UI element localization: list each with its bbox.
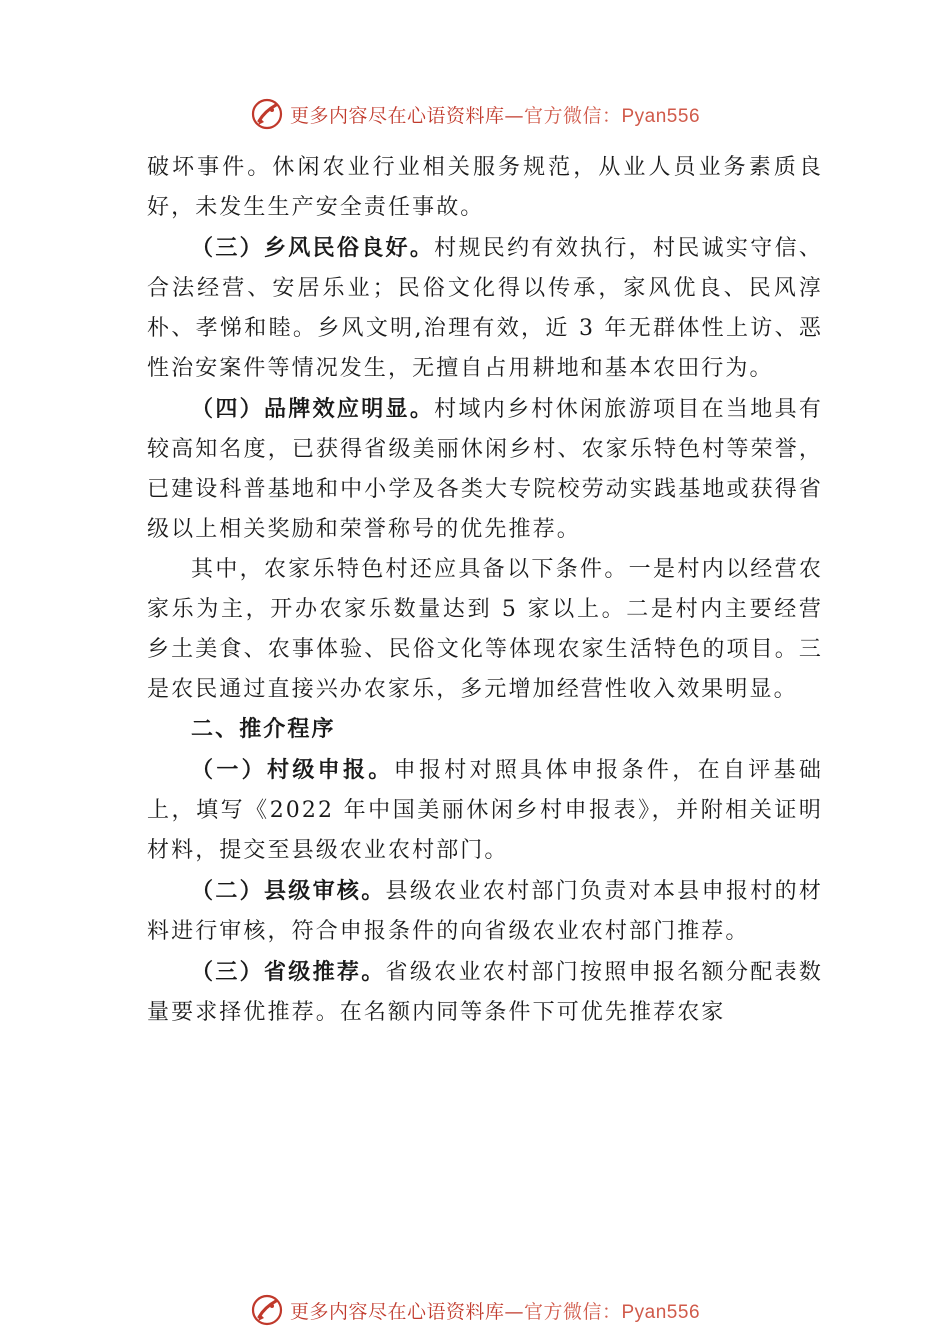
paragraph — [147, 550, 823, 710]
paragraph — [147, 750, 823, 871]
banner-dash: — — [504, 1300, 524, 1323]
banner-title: 更多内容尽在心语资料库 — [289, 1300, 505, 1323]
paragraph-text: 村规民约有效执行，村民诚实守信、合法经营、安居乐业；民俗文化得以传承，家风优良、民风淳朴、孝悌和睦。乡风文明,治理有效，近 3 年无群体性上访、恶性治安案件等情况发生，无擅自占用耕地和基本农田行为。 — [147, 236, 823, 381]
banner-wechat-id: Pyan556 — [621, 1301, 701, 1323]
banner-wechat-id: Pyan556 — [621, 105, 701, 127]
paragraph — [147, 228, 823, 389]
section-heading — [147, 710, 823, 750]
paragraph-lead: （二）县级审核。 — [191, 878, 386, 904]
footer-watermark — [0, 1290, 950, 1330]
banner-title: 更多内容尽在心语资料库 — [289, 104, 505, 127]
paragraph-text: 省级农业农村部门按照申报名额分配表数量要求择优推荐。在名额内同等条件下可优先推荐农家 — [147, 960, 823, 1025]
banner-dash: — — [504, 104, 524, 127]
paragraph-lead: （三）乡风民俗良好。 — [191, 235, 435, 261]
document-body — [147, 148, 823, 1033]
banner-label: 官方微信： — [523, 1300, 622, 1323]
header-watermark — [0, 94, 950, 134]
paragraph — [147, 389, 823, 550]
paragraph-lead: （三）省级推荐。 — [191, 959, 386, 985]
paragraph-text: 二、推介程序 — [191, 717, 336, 742]
banner-label: 官方微信： — [523, 104, 622, 127]
paragraph-text: 其中，农家乐特色村还应具备以下条件。一是村内以经营农家乐为主，开办农家乐数量达到 5 家以上。二是村内主要经营乡土美食、农事体验、民俗文化等体现农家生活特色的项目。三是农民通过直接兴办农家乐，多元增加经营性收入效果明显。 — [147, 557, 823, 702]
paragraph-text: 破坏事件。休闲农业行业相关服务规范，从业人员业务素质良好，未发生生产安全责任事故。 — [147, 155, 823, 220]
brush-logo-icon — [250, 97, 284, 131]
paragraph-text: 县级农业农村部门负责对本县申报村的材料进行审核，符合申报条件的向省级农业农村部门推荐。 — [147, 879, 823, 944]
paragraph-text: 村域内乡村休闲旅游项目在当地具有较高知名度，已获得省级美丽休闲乡村、农家乐特色村等荣誉，已建设科普基地和中小学及各类大专院校劳动实践基地或获得省级以上相关奖励和荣誉称号的优先推荐。 — [147, 397, 823, 542]
brush-logo-icon — [250, 1293, 284, 1327]
paragraph-text: 申报村对照具体申报条件，在自评基础上，填写《2022 年中国美丽休闲乡村申报表》，并附相关证明材料，提交至县级农业农村部门。 — [147, 758, 823, 863]
paragraph — [147, 871, 823, 952]
paragraph — [147, 952, 823, 1033]
paragraph — [147, 148, 823, 228]
paragraph-lead: （四）品牌效应明显。 — [191, 396, 435, 422]
paragraph-lead: （一）村级申报。 — [191, 757, 394, 783]
